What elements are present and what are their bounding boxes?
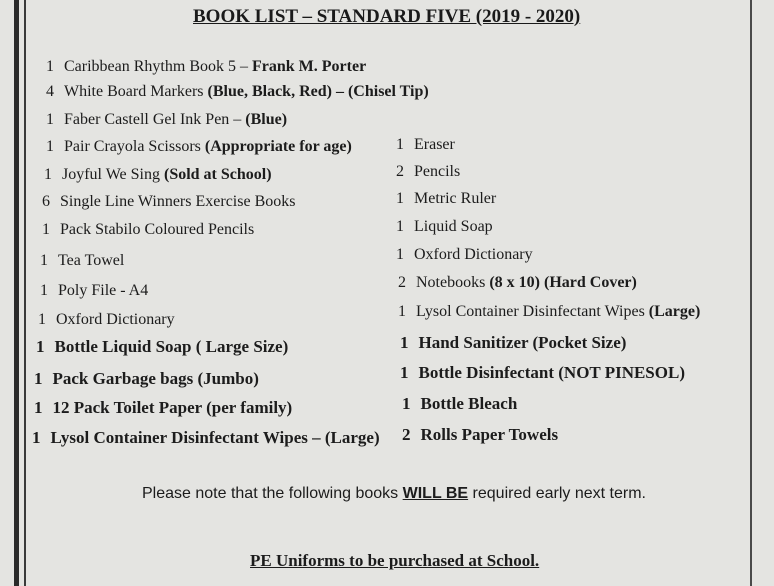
item-bold-text: (8 x 10) (Hard Cover) xyxy=(489,274,637,291)
note-emphasis: WILL BE xyxy=(402,485,469,502)
page-border-left xyxy=(14,0,19,586)
right-item xyxy=(400,333,626,353)
item-bold-text: (Appropriate for age) xyxy=(204,138,352,155)
item-text: Tea Towel xyxy=(58,252,125,269)
item-text: White Board Markers xyxy=(64,83,208,100)
item-text: Joyful We Sing xyxy=(62,166,164,183)
item-quantity: 1 xyxy=(34,398,43,417)
item-bold-text: Bottle Disinfectant (NOT PINESOL) xyxy=(418,363,685,382)
item-quantity: 2 xyxy=(402,425,411,444)
left-item xyxy=(38,310,175,330)
item-quantity: 1 xyxy=(46,111,54,128)
item-quantity: 1 xyxy=(396,246,404,263)
left-item xyxy=(42,220,254,240)
left-item xyxy=(40,281,148,301)
item-quantity: 1 xyxy=(400,333,409,352)
item-bold-text: (Blue) xyxy=(245,111,288,128)
right-item xyxy=(398,302,700,322)
item-text: Pair Crayola Scissors xyxy=(64,138,205,155)
item-bold-text: Bottle Liquid Soap ( Large Size) xyxy=(54,337,289,356)
item-bold-text: Hand Sanitizer (Pocket Size) xyxy=(418,333,627,352)
item-quantity: 1 xyxy=(396,136,404,153)
right-item xyxy=(396,189,496,209)
item-text: Caribbean Rhythm Book 5 – xyxy=(64,58,252,75)
item-text: Oxford Dictionary xyxy=(56,311,175,328)
note-before: Please note that the following books xyxy=(142,485,403,502)
right-item xyxy=(400,363,685,383)
item-quantity: 1 xyxy=(40,282,48,299)
item-quantity: 1 xyxy=(46,138,54,155)
item-text: Oxford Dictionary xyxy=(414,246,533,263)
left-item xyxy=(46,57,366,77)
left-item xyxy=(32,428,380,448)
item-quantity: 6 xyxy=(42,193,50,210)
item-bold-text: Pack Garbage bags (Jumbo) xyxy=(52,369,259,388)
pe-uniforms-note: PE Uniforms to be purchased at School. xyxy=(250,551,540,570)
item-quantity: 1 xyxy=(46,58,54,75)
item-text: Notebooks xyxy=(416,274,490,291)
item-bold-text: Bottle Bleach xyxy=(420,394,518,413)
left-item xyxy=(46,110,287,130)
item-quantity: 1 xyxy=(396,190,404,207)
page-border-right xyxy=(750,0,752,586)
left-item xyxy=(34,398,292,418)
left-item xyxy=(44,165,272,185)
left-item xyxy=(42,192,295,212)
page-border-left-inner xyxy=(24,0,26,586)
item-bold-text: 12 Pack Toilet Paper (per family) xyxy=(52,398,293,417)
item-bold-text: (Sold at School) xyxy=(163,166,272,183)
left-item xyxy=(34,369,259,389)
item-quantity: 2 xyxy=(398,274,406,291)
item-quantity: 1 xyxy=(400,363,409,382)
item-text: Faber Castell Gel Ink Pen – xyxy=(64,111,246,128)
right-item xyxy=(398,273,637,293)
item-quantity: 2 xyxy=(396,163,404,180)
item-bold-text: Rolls Paper Towels xyxy=(420,425,559,444)
item-quantity: 1 xyxy=(42,221,50,238)
item-quantity: 1 xyxy=(396,218,404,235)
item-quantity: 1 xyxy=(398,303,406,320)
right-item xyxy=(396,162,460,182)
item-quantity: 1 xyxy=(402,394,411,413)
right-item xyxy=(402,394,517,414)
item-text: Metric Ruler xyxy=(414,190,497,207)
item-quantity: 1 xyxy=(32,428,41,447)
right-item xyxy=(396,135,455,155)
item-bold-text: Frank M. Porter xyxy=(251,58,367,75)
left-item xyxy=(36,337,288,357)
item-bold-text: (Blue, Black, Red) – (Chisel Tip) xyxy=(207,83,429,100)
item-text: Poly File - A4 xyxy=(58,282,149,299)
left-item xyxy=(40,251,124,271)
left-item xyxy=(46,82,429,102)
right-item xyxy=(402,425,558,445)
item-quantity: 1 xyxy=(40,252,48,269)
item-quantity: 1 xyxy=(36,337,45,356)
item-text: Pencils xyxy=(414,163,461,180)
note-after: required early next term. xyxy=(468,485,646,502)
item-text: Lysol Container Disinfectant Wipes xyxy=(416,303,649,320)
right-item xyxy=(396,245,533,265)
item-quantity: 1 xyxy=(34,369,43,388)
left-item xyxy=(46,137,352,157)
right-item xyxy=(396,217,493,237)
item-text: Pack Stabilo Coloured Pencils xyxy=(60,221,255,238)
item-quantity: 1 xyxy=(38,311,46,328)
item-quantity: 1 xyxy=(44,166,52,183)
item-bold-text: (Large) xyxy=(648,303,701,320)
item-bold-text: (Large) xyxy=(324,428,380,447)
item-text: Eraser xyxy=(414,136,455,153)
note-text xyxy=(142,485,646,503)
page-title: BOOK LIST – STANDARD FIVE (2019 - 2020) xyxy=(193,6,581,27)
item-text: Lysol Container Disinfectant Wipes – xyxy=(50,428,325,447)
item-text: Single Line Winners Exercise Books xyxy=(60,193,296,210)
item-text: Liquid Soap xyxy=(414,218,493,235)
item-quantity: 4 xyxy=(46,83,54,100)
